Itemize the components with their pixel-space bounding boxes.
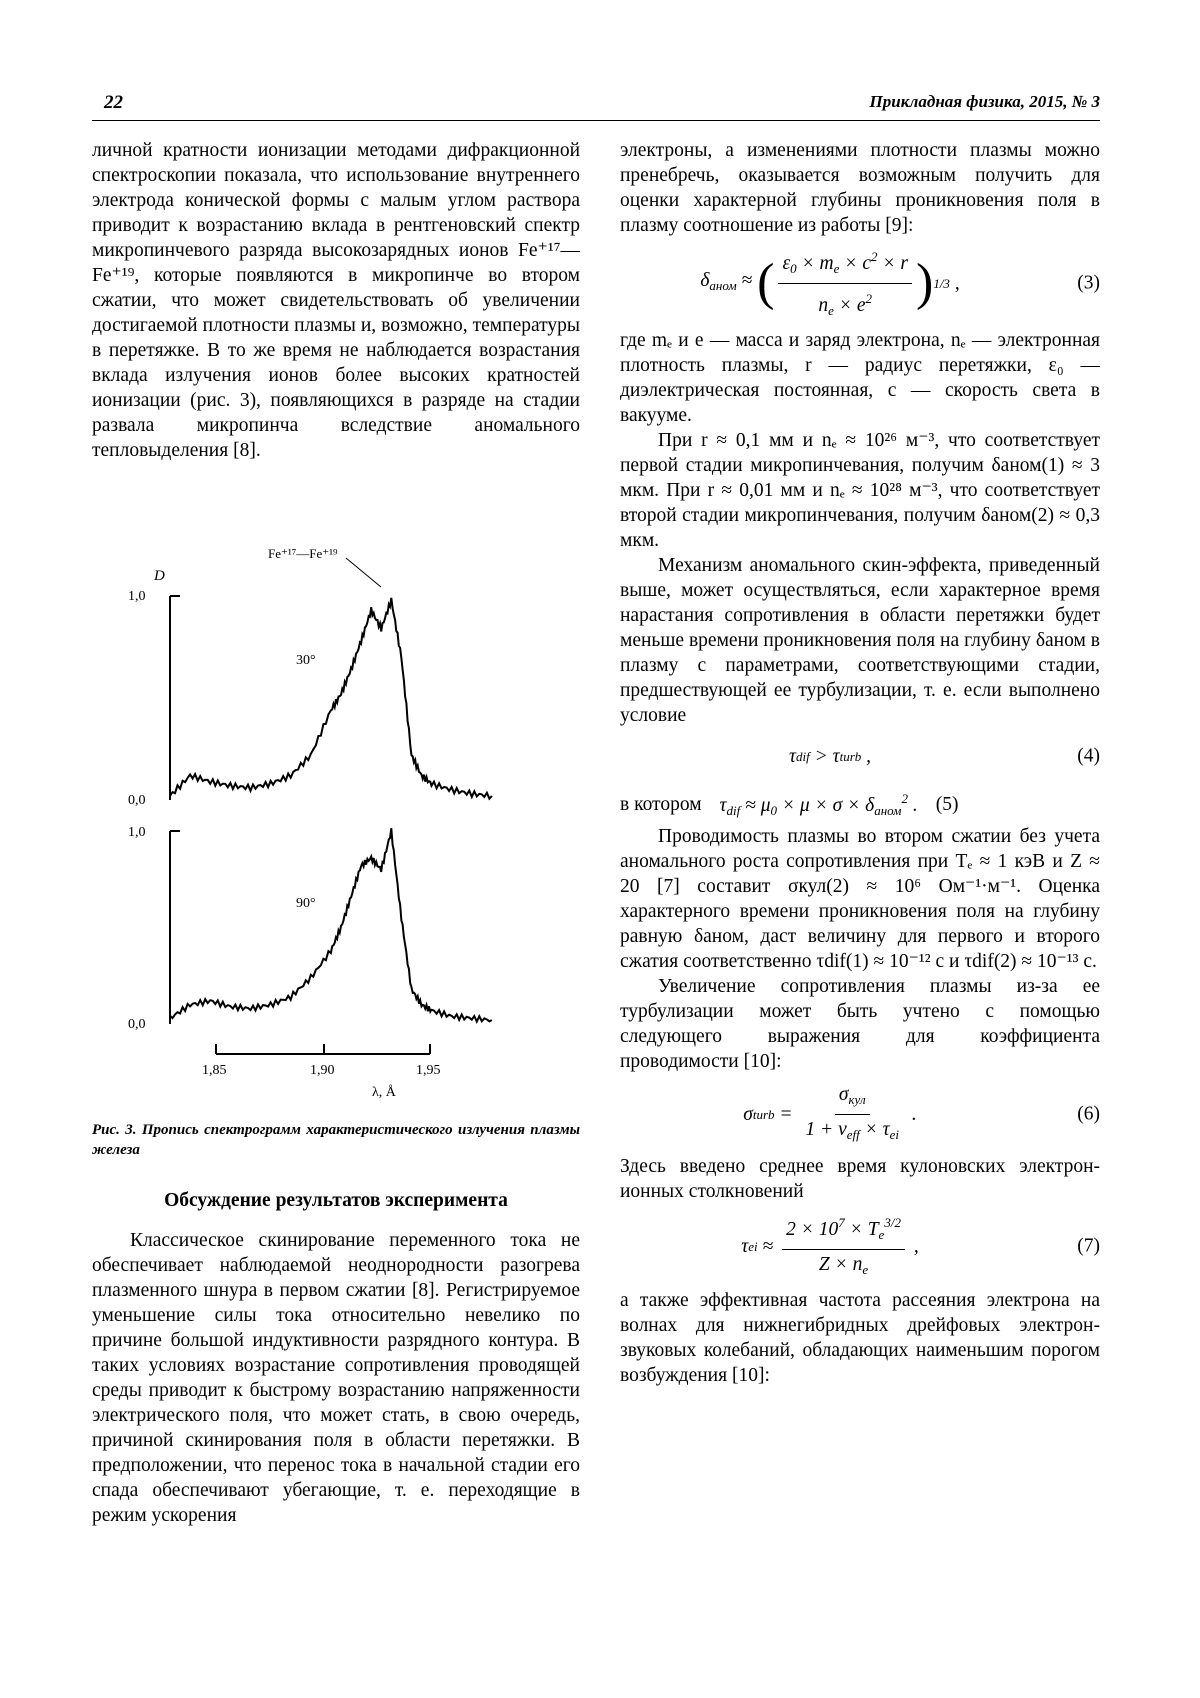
y-tick-bot-1: 1,0 bbox=[128, 825, 146, 840]
x-tick-label-1: 1,85 bbox=[202, 1063, 227, 1078]
x-tick-label-2: 1,90 bbox=[310, 1063, 335, 1078]
annotation-label: Fe⁺¹⁷—Fe⁺¹⁹ bbox=[268, 546, 338, 561]
paragraph: личной кратности ионизации методами дифракционной спектроскопии показала, что использование внутреннего электрода конической формы с малым углом раствора приводит к возрастанию вклада в рентгеновский спектр микропинчевого разряда высокозарядных ионов Fe⁺¹⁷— Fe⁺¹⁹, которые появляются в микропинче во втором сжатии, что может свидетельствовать об увеличении достигаемой плотности плазмы и, возможно, температуры в перетяжке. В то же время не наблюдается возрастания вклада излучения ионов более высоких кратностей ионизации (рис. 3), появляющихся в разряде на стадии развала микропинча вследствие аномального тепловыделения [8]. bbox=[92, 140, 580, 461]
spectrogram-svg bbox=[92, 524, 580, 1100]
paragraph: Механизм аномального скин-эффекта, приведенный выше, может осуществляться, если характерное время нарастания сопротивления в области перетяжки будет меньше времени проникновения поля на глубину δаном в плазму с параметрами, соответствующими стадии, предшествующей ее турбулизации, т. е. если выполнено условие bbox=[620, 555, 1100, 726]
figure-spectrogram bbox=[92, 524, 580, 1100]
equation-3 bbox=[620, 238, 1100, 328]
y-axis-label: D bbox=[154, 568, 165, 584]
page-number: 22 bbox=[104, 92, 123, 113]
right-column bbox=[620, 138, 1100, 1388]
paragraph: Здесь введено среднее время кулоновских электрон-ионных столкновений bbox=[620, 1156, 1100, 1202]
y-tick-top-1: 1,0 bbox=[128, 589, 146, 604]
paragraph: где mₑ и e — масса и заряд электрона, nₑ — электронная плотность плазмы, r — радиус перетяжки, ε₀ — диэлектрическая постоянная, c — скорость света в вакууме. bbox=[620, 330, 1100, 426]
paragraph: Увеличение сопротивления плазмы из-за ее турбулизации может быть учтено с помощью следующего выражения для коэффициента проводимости [10]: bbox=[620, 976, 1100, 1072]
header-rule bbox=[92, 120, 1100, 121]
equation-5 bbox=[620, 784, 1100, 824]
equation-4-body: τ dif > τ turb , bbox=[788, 745, 872, 767]
equation-number: (3) bbox=[1077, 272, 1100, 294]
x-tick-label-3: 1,95 bbox=[416, 1063, 441, 1078]
section-title: Обсуждение результатов эксперимента bbox=[164, 1190, 508, 1211]
y-tick-bot-0: 0,0 bbox=[128, 1017, 146, 1032]
left-column bbox=[92, 138, 580, 463]
equation-6 bbox=[620, 1074, 1100, 1154]
annotation-arrow bbox=[346, 558, 381, 587]
paragraph: Классическое скинирование переменного тока не обеспечивает наблюдаемой неоднородности разогрева плазменного шнура в первом сжатии [8]. Регистрируемое уменьшение силы тока относительно невелико по причине большой индуктивности разрядного контура. В таких условиях возрастание сопротивления проводящей среды приводит к быстрому возрастанию напряженности электрического поля, что может стать, в свою очередь, причиной скинирования поля в области перетяжки. В предположении, что перенос тока в начальной стадии его спада обеспечивают убегающие, т. е. переходящие в режим ускорения bbox=[92, 1230, 580, 1526]
left-column-bottom bbox=[92, 1228, 580, 1528]
equation-7 bbox=[620, 1204, 1100, 1288]
figure-caption: Рис. 3. Пропись спектрограмм характеристического излучения плазмы железа bbox=[92, 1122, 580, 1158]
angle-label-bottom: 90° bbox=[296, 896, 316, 911]
equation-5-body: $\tau_{dif} \approx \mu_0 \times \mu \times \sigma \times \delta_{аном}^2$ . bbox=[719, 790, 918, 818]
y-tick-top-0: 0,0 bbox=[128, 793, 146, 808]
page-header bbox=[92, 92, 1100, 124]
paragraph: При r ≈ 0,1 мм и nₑ ≈ 10²⁶ м⁻³, что соответствует первой стадии микропинчевания, получим δаном(1) ≈ 3 мкм. При r ≈ 0,01 мм и nₑ ≈ 10²⁸ м⁻³, что соответствует второй стадии микропинчевания, получим δаном(2) ≈ 0,3 мкм. bbox=[620, 430, 1100, 551]
equation-number: (6) bbox=[1077, 1103, 1100, 1125]
spectrum-line-top bbox=[170, 598, 492, 799]
journal-title: Прикладная физика, 2015, № 3 bbox=[869, 92, 1100, 111]
equation-5-prefix: в котором bbox=[620, 793, 702, 815]
paragraph: электроны, а изменениями плотности плазмы можно пренебречь, оказывается возможным получить для оценки характерной глубины проникновения поля в плазму соотношение из работы [9]: bbox=[620, 140, 1100, 236]
x-axis-label: λ, Å bbox=[372, 1085, 396, 1100]
equation-number: (4) bbox=[1077, 745, 1100, 767]
paragraph: а также эффективная частота рассеяния электрона на волнах для нижнегибридных дрейфовых электрон-звуковых колебаний, обладающих наименьшим порогом возбуждения [10]: bbox=[620, 1290, 1100, 1386]
equation-6-body: σ turb = $\frac{\sigma_{кул}}{1 + \nu_{eff} \times \tau_{ei}}$ . bbox=[743, 1083, 917, 1142]
paragraph: Проводимость плазмы во втором сжатии без учета аномального роста сопротивления при Tₑ ≈ 1 кэВ и Z ≈ 20 [7] составит σкул(2) ≈ 10⁶ Ом⁻¹·м⁻¹. Оценка характерного времени проникновения поля на глубину равную δаном, даст величину для первого и второго сжатия соответственно τdif(1) ≈ 10⁻¹² с и τdif(2) ≈ 10⁻¹³ с. bbox=[620, 826, 1100, 972]
equation-7-body: τ ei ≈ $\frac{2 \times 10^7 \times T_e^{3/2}}{Z \times n_e}$ , bbox=[620, 1204, 1040, 1288]
equation-number: (7) bbox=[1077, 1235, 1100, 1257]
angle-label-top: 30° bbox=[296, 653, 316, 668]
equation-number: (5) bbox=[935, 793, 959, 815]
equation-3-body: $\delta_{аном}$ ≈ ( $\frac{\varepsilon_0 \times m_e \times c^2 \times r}{n_e \times e^2}$ ) 1/3 , bbox=[620, 238, 1040, 328]
equation-4 bbox=[620, 728, 1100, 784]
spectrum-line-bottom bbox=[170, 828, 492, 1021]
